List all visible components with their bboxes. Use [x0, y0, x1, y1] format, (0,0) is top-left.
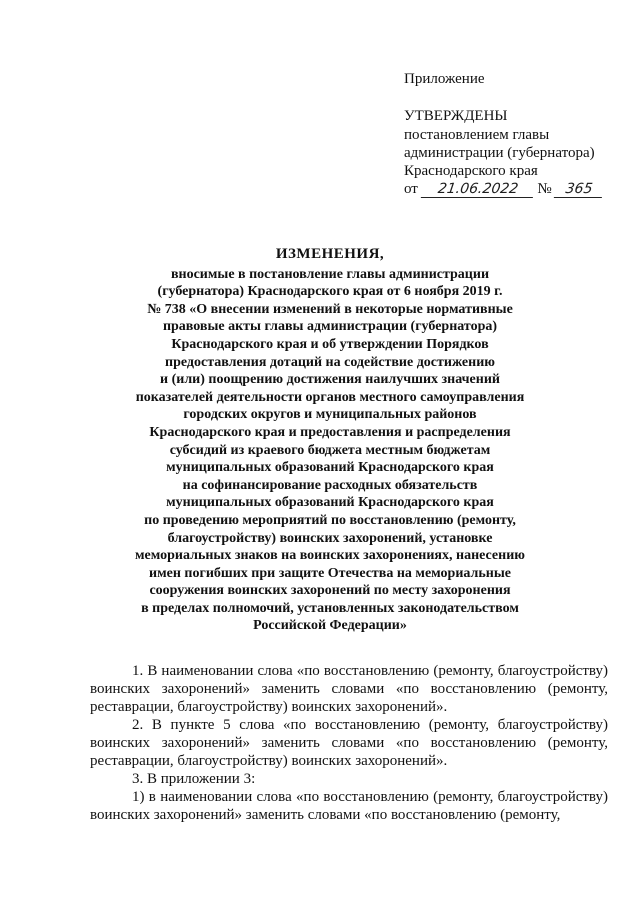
body-paragraph: 2. В пункте 5 слова «по восстановлению (ремонту, благоустройству) воинских захоронений» заменить словами «по восстановлению (ремонту, реставрации, благоустройству) воинских захоронений». [90, 717, 608, 769]
title-line: имен погибших при защите Отечества на мемориальные [149, 565, 511, 581]
title-line: благоустройству) воинских захоронений, установке [167, 530, 493, 546]
title-line: мемориальных знаков на воинских захоронениях, нанесению [135, 548, 525, 564]
title-line: и (или) поощрению достижения наилучших значений [160, 372, 500, 388]
title-line: (губернатора) Краснодарского края от 6 ноября 2019 г. [157, 284, 503, 300]
title-line: сооружения воинских захоронений по месту захоронения [149, 583, 511, 599]
document-title: ИЗМЕНЕНИЯ, [275, 246, 385, 262]
title-line: Краснодарского края и об утверждении Порядков [171, 336, 489, 352]
title-line: предоставления дотаций на содействие достижению [165, 354, 495, 370]
title-line: в пределах полномочий, установленных законодательством [141, 600, 519, 616]
from-label: от [404, 181, 418, 197]
handwritten-date: 21.06.2022 [420, 181, 534, 198]
approval-line-2: администрации (губернатора) [404, 145, 595, 161]
body-paragraph: 3. В приложении 3: [132, 771, 256, 787]
title-line: по проведению мероприятий по восстановлению (ремонту, [144, 512, 516, 528]
approved-label: УТВЕРЖДЕНЫ [404, 108, 508, 124]
approval-stamp-block [404, 70, 624, 200]
title-line: городских округов и муниципальных районов [183, 407, 477, 423]
body-paragraph: 1. В наименовании слова «по восстановлению (ремонту, благоустройству) воинских захоронений» заменить словами «по восстановлению (ремонту, реставрации, благоустройству) воинских захоронений». [90, 663, 608, 715]
approval-line-1: постановлением главы [404, 127, 550, 143]
approval-line-3: Краснодарского края [404, 163, 538, 179]
title-line: муниципальных образований Краснодарского края [166, 460, 494, 476]
title-line: Российской Федерации» [253, 618, 407, 634]
document-title-block [60, 246, 600, 635]
date-number-line [404, 180, 624, 200]
title-line: субсидий из краевого бюджета местным бюджетам [169, 442, 491, 458]
title-line: муниципальных образований Краснодарского края [166, 495, 494, 511]
title-line: правовые акты главы администрации (губернатора) [162, 319, 498, 335]
title-line: на софинансирование расходных обязательств [182, 477, 478, 493]
appendix-label: Приложение [404, 71, 485, 87]
title-line: вносимые в постановление главы администрации [170, 266, 490, 282]
number-label: № [537, 181, 552, 197]
title-line: Краснодарского края и предоставления и распределения [149, 424, 511, 440]
handwritten-number: 365 [554, 181, 604, 198]
title-line: № 738 «О внесении изменений в некоторые нормативные [147, 301, 513, 317]
title-line: показателей деятельности органов местного самоуправления [135, 389, 525, 405]
document-body [90, 662, 608, 824]
body-paragraph: 1) в наименовании слова «по восстановлению (ремонту, благоустройству) воинских захоронений» заменить словами «по восстановлению (ремонту, [90, 789, 608, 823]
